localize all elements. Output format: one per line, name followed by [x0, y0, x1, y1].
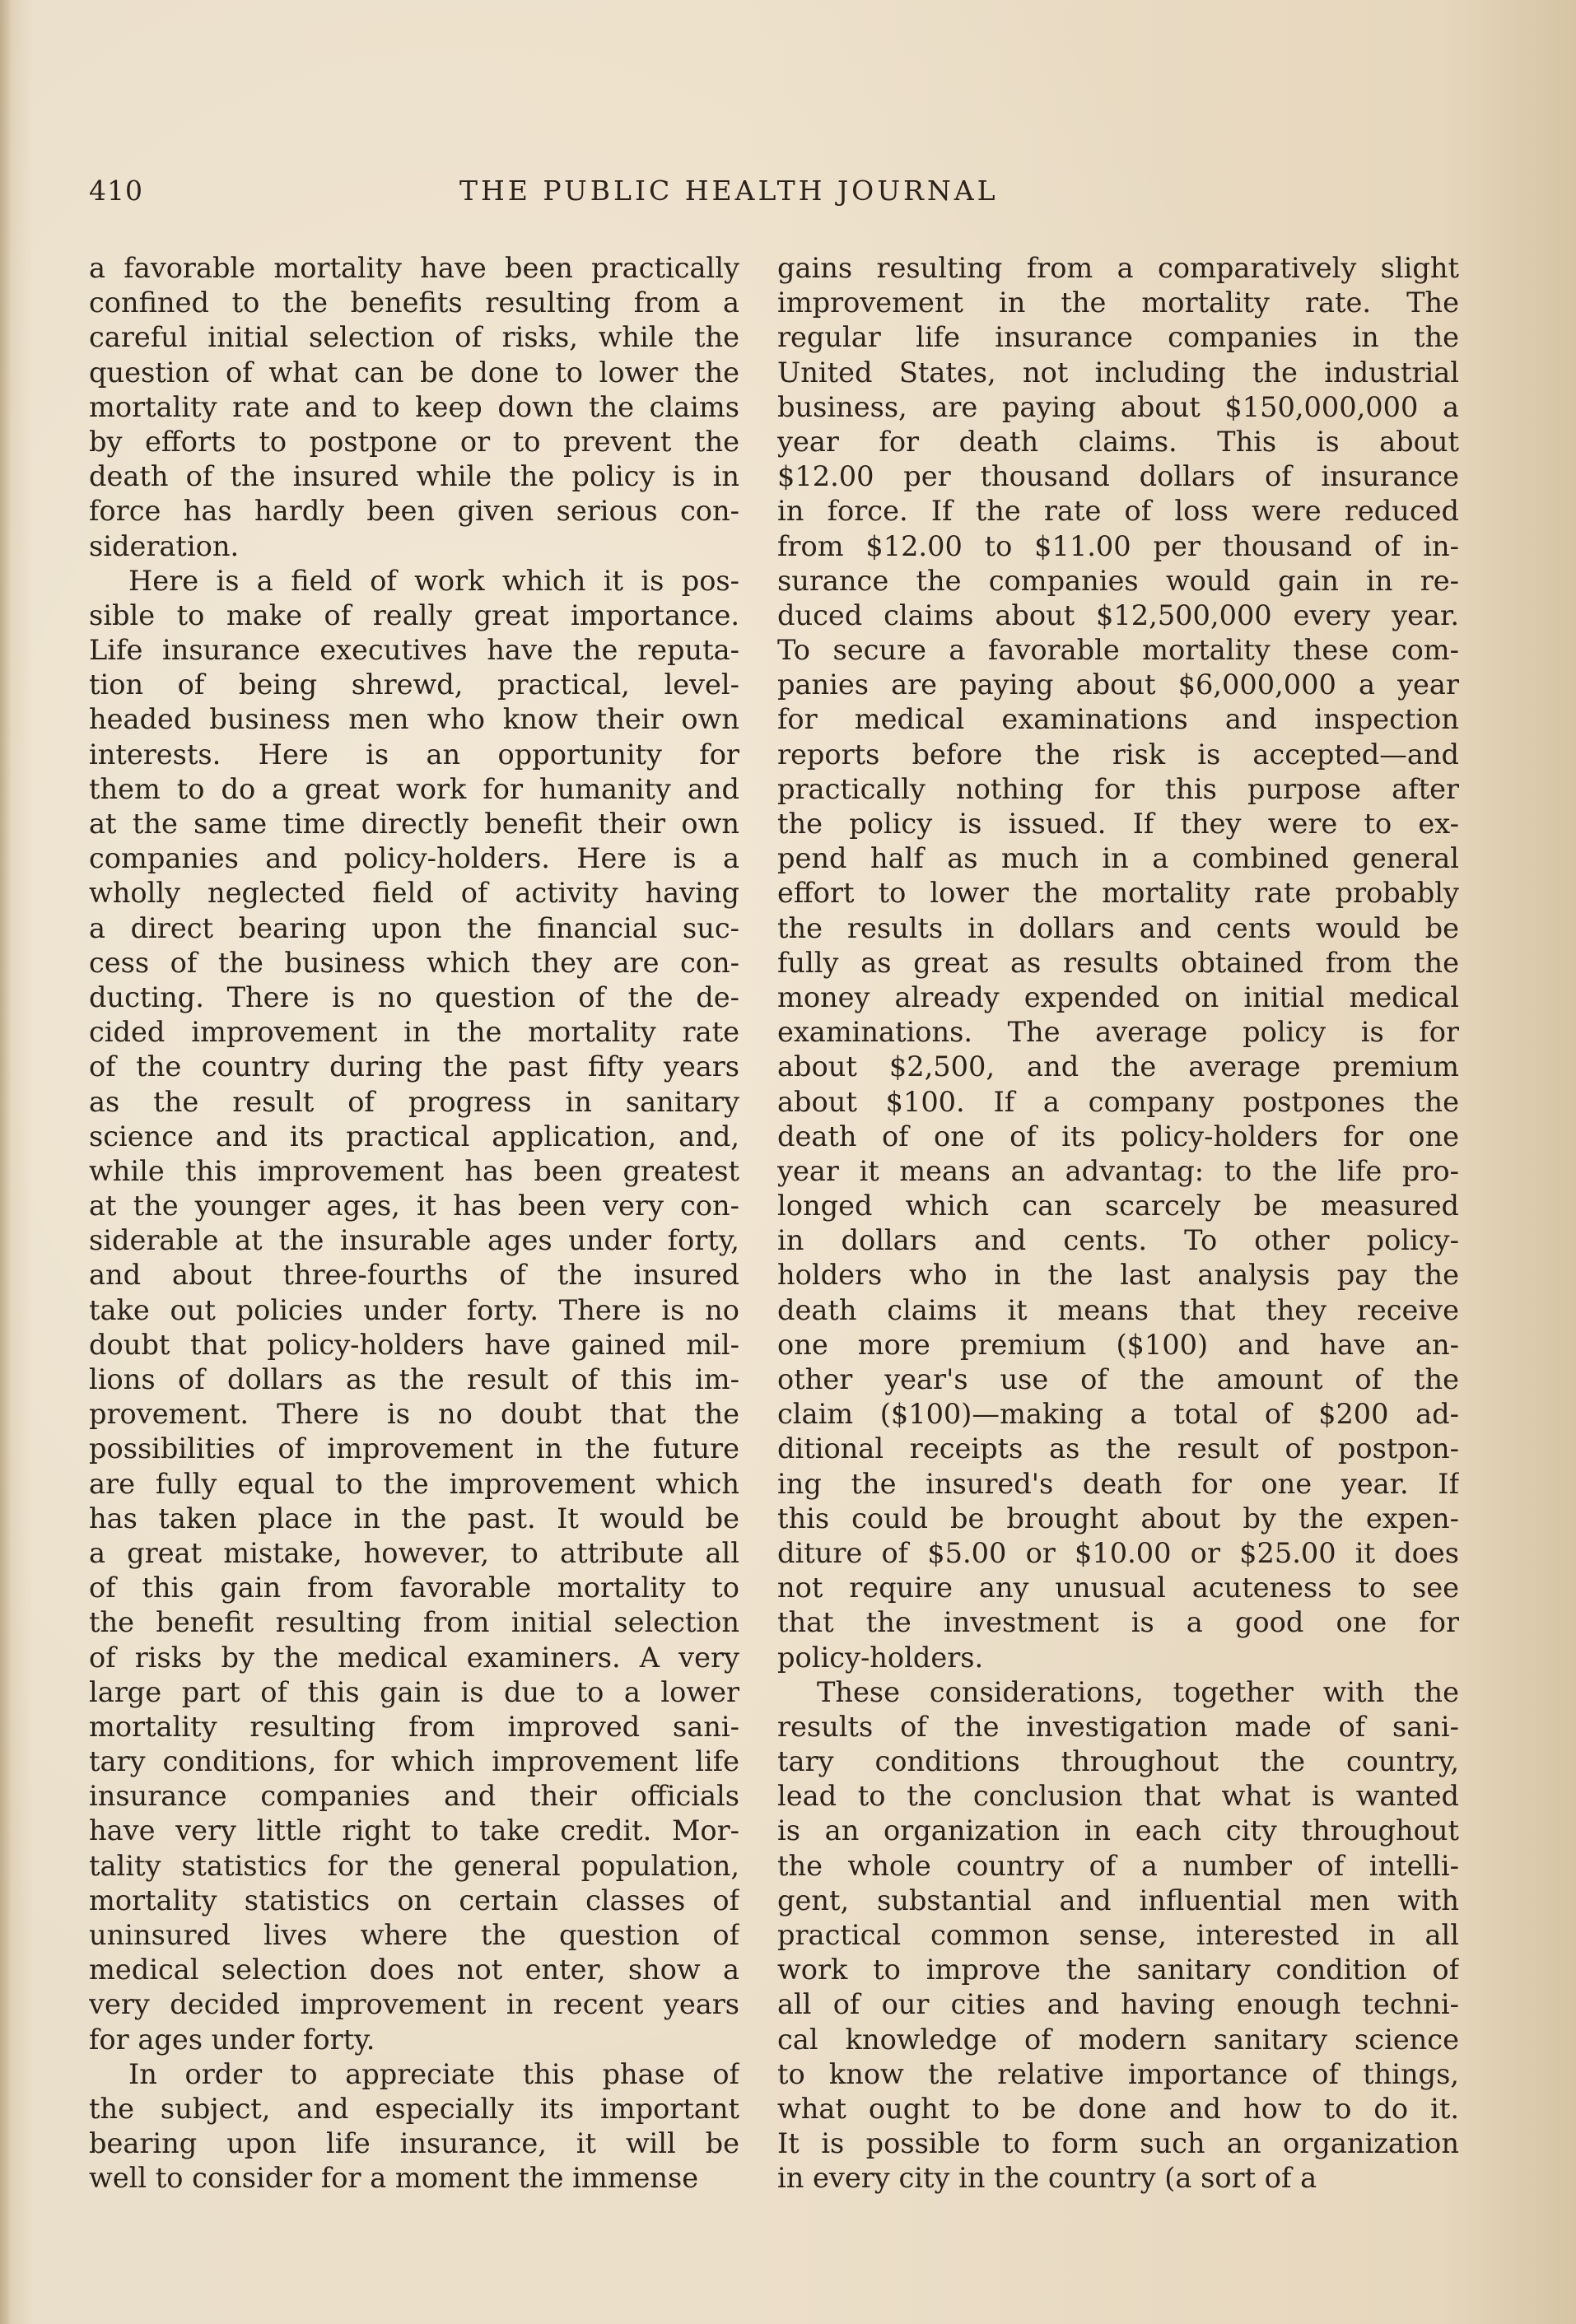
right-column-line: examinations. The average policy is for [777, 1016, 1459, 1049]
left-column-line: science and its practical application, and, [89, 1120, 739, 1153]
left-column-line: wholly neglected field of activity having [89, 877, 739, 910]
left-column-line: of this gain from favorable mortality to [89, 1572, 739, 1604]
right-column-line: that the investment is a good one for [777, 1606, 1459, 1639]
right-column-line: business, are paying about $150,000,000 a [777, 390, 1459, 423]
left-column-line: a favorable mortality have been practically [89, 252, 739, 284]
right-column-line: cal knowledge of modern sanitary science [777, 2023, 1459, 2056]
right-column-line: practically nothing for this purpose after [777, 772, 1459, 805]
right-column-line: ditional receipts as the result of postpon- [777, 1432, 1459, 1465]
right-column-line: gains resulting from a comparatively slight [777, 252, 1459, 284]
left-column-line: a great mistake, however, to attribute all [89, 1536, 739, 1569]
left-column-line: headed business men who know their own [89, 703, 739, 736]
right-column-line: in every city in the country (a sort of a [777, 2162, 1317, 2195]
left-column-line: for ages under forty. [89, 2023, 375, 2056]
left-column-line: mortality rate and to keep down the claims [89, 390, 739, 423]
right-column-line: regular life insurance companies in the [777, 321, 1459, 354]
left-column-line: are fully equal to the improvement which [89, 1467, 739, 1500]
left-column-line: question of what can be done to lower the [89, 356, 739, 389]
left-column-line: cess of the business which they are con- [89, 946, 739, 979]
left-column-line: lions of dollars as the result of this im- [89, 1363, 739, 1395]
right-column-line: in dollars and cents. To other policy- [777, 1224, 1459, 1257]
right-column-line: about $100. If a company postpones the [777, 1085, 1459, 1118]
right-column-line: in force. If the rate of loss were reduced [777, 495, 1459, 528]
left-column-line: and about three-fourths of the insured [89, 1259, 739, 1292]
right-column-line: tary conditions throughout the country, [777, 1745, 1459, 1778]
right-column-line: to know the relative importance of things, [777, 2057, 1459, 2090]
right-column-line: United States, not including the industrial [777, 356, 1459, 389]
right-column-line: improvement in the mortality rate. The [777, 286, 1459, 319]
right-column-line: $12.00 per thousand dollars of insurance [777, 460, 1459, 493]
right-column-line: pend half as much in a combined general [777, 842, 1459, 875]
right-column-line: policy-holders. [777, 1641, 984, 1674]
left-column-line: sideration. [89, 529, 240, 562]
left-column-line: cided improvement in the mortality rate [89, 1016, 739, 1049]
left-column-line: the benefit resulting from initial selection [89, 1606, 739, 1639]
left-column-line: mortality resulting from improved sani- [89, 1710, 739, 1743]
left-column-line: them to do a great work for humanity and [89, 772, 739, 805]
left-column-line: has taken place in the past. It would be [89, 1502, 739, 1535]
right-column-line: work to improve the sanitary condition of [777, 1954, 1459, 1986]
left-column-line: provement. There is no doubt that the [89, 1398, 739, 1431]
right-column-line: results of the investigation made of sani- [777, 1710, 1459, 1743]
right-column-line: year it means an advantag: to the life pro- [777, 1154, 1459, 1187]
left-column-line: force has hardly been given serious con- [89, 495, 739, 528]
left-column-line: ducting. There is no question of the de- [89, 980, 739, 1013]
left-column-line: doubt that policy-holders have gained mil- [89, 1328, 739, 1361]
right-column-line: the policy is issued. If they were to ex- [777, 808, 1459, 840]
left-column-line: as the result of progress in sanitary [89, 1085, 739, 1118]
right-column-line: surance the companies would gain in re- [777, 564, 1459, 597]
right-column-line: diture of $5.00 or $10.00 or $25.00 it does [777, 1536, 1459, 1569]
left-column-line: tion of being shrewd, practical, level- [89, 668, 739, 701]
left-column-line: of the country during the past fifty years [89, 1050, 739, 1083]
left-column-line: large part of this gain is due to a lower [89, 1675, 739, 1708]
right-column-line: this could be brought about by the expen- [777, 1502, 1459, 1535]
right-column-line: gent, substantial and influential men with [777, 1884, 1459, 1916]
left-column-line: bearing upon life insurance, it will be [89, 2127, 739, 2160]
page-number: 410 [89, 175, 143, 207]
right-column-line: reports before the risk is accepted—and [777, 738, 1459, 771]
right-column-line: fully as great as results obtained from the [777, 946, 1459, 979]
left-column-line: companies and policy-holders. Here is a [89, 842, 739, 875]
right-column-line: one more premium ($100) and have an- [777, 1328, 1459, 1361]
left-column-line: medical selection does not enter, show a [89, 1954, 739, 1986]
right-column-line: To secure a favorable mortality these com- [777, 634, 1459, 667]
left-column-line: uninsured lives where the question of [89, 1919, 739, 1951]
left-column-line: sible to make of really great importance. [89, 598, 739, 631]
right-column-line: death of one of its policy-holders for one [777, 1120, 1459, 1153]
running-title: THE PUBLIC HEALTH JOURNAL [459, 175, 999, 207]
right-column-line: for medical examinations and inspection [777, 703, 1459, 736]
left-column-line: death of the insured while the policy is in [89, 460, 739, 493]
left-column-line: mortality statistics on certain classes of [89, 1884, 739, 1916]
left-column-line: while this improvement has been greatest [89, 1154, 739, 1187]
right-column-line: holders who in the last analysis pay the [777, 1259, 1459, 1292]
left-column-line: tality statistics for the general population, [89, 1849, 739, 1882]
right-column-line: about $2,500, and the average premium [777, 1050, 1459, 1083]
right-column-line: effort to lower the mortality rate probably [777, 877, 1459, 910]
right-column-line: year for death claims. This is about [777, 425, 1459, 458]
right-column-line: from $12.00 to $11.00 per thousand of in- [777, 529, 1459, 562]
right-column-line: death claims it means that they receive [777, 1293, 1459, 1326]
left-column-line: insurance companies and their officials [89, 1780, 739, 1813]
right-column-line: claim ($100)—making a total of $200 ad- [777, 1398, 1459, 1431]
right-column-line: practical common sense, interested in all [777, 1919, 1459, 1951]
right-column-line: not require any unusual acuteness to see [777, 1572, 1459, 1604]
right-column-line: duced claims about $12,500,000 every year. [777, 598, 1459, 631]
right-column-line: what ought to be done and how to do it. [777, 2092, 1459, 2125]
right-column-line: the whole country of a number of intelli- [777, 1849, 1459, 1882]
right-column-line: is an organization in each city throughout [777, 1814, 1459, 1847]
left-column-line: at the younger ages, it has been very con- [89, 1190, 739, 1223]
left-column-line: Life insurance executives have the reputa- [89, 634, 739, 667]
page-spine-shadow [0, 0, 12, 2324]
right-column-line: longed which can scarcely be measured [777, 1190, 1459, 1223]
left-column-line: interests. Here is an opportunity for [89, 738, 739, 771]
right-column-line: money already expended on initial medical [777, 980, 1459, 1013]
left-column-line: possibilities of improvement in the future [89, 1432, 739, 1465]
right-column-line: the results in dollars and cents would be [777, 911, 1459, 944]
left-column-line: careful initial selection of risks, while the [89, 321, 739, 354]
right-column [777, 251, 1459, 2196]
right-column-line: lead to the conclusion that what is wanted [777, 1780, 1459, 1813]
right-column-line: other year's use of the amount of the [777, 1363, 1459, 1395]
left-column [89, 251, 739, 2196]
right-column-line: panies are paying about $6,000,000 a year [777, 668, 1459, 701]
left-column-line: tary conditions, for which improvement life [89, 1745, 739, 1778]
left-column-line: In order to appreciate this phase of [128, 2057, 739, 2090]
right-column-line: These considerations, together with the [817, 1675, 1459, 1708]
page-header [89, 175, 1489, 211]
left-column-line: very decided improvement in recent years [89, 1988, 739, 2021]
left-column-line: confined to the benefits resulting from a [89, 286, 739, 319]
left-column-line: by efforts to postpone or to prevent the [89, 425, 739, 458]
right-column-line: ing the insured's death for one year. If [777, 1467, 1459, 1500]
right-column-line: It is possible to form such an organization [777, 2127, 1459, 2160]
left-column-line: have very little right to take credit. Mor- [89, 1814, 739, 1847]
left-column-line: a direct bearing upon the financial suc- [89, 911, 739, 944]
left-column-line: siderable at the insurable ages under forty, [89, 1224, 739, 1257]
left-column-line: Here is a field of work which it is pos- [128, 564, 739, 597]
left-column-line: well to consider for a moment the immense [89, 2162, 699, 2195]
left-column-line: take out policies under forty. There is no [89, 1293, 739, 1326]
left-column-line: at the same time directly benefit their own [89, 808, 739, 840]
left-column-line: the subject, and especially its important [89, 2092, 739, 2125]
left-column-line: of risks by the medical examiners. A very [89, 1641, 739, 1674]
right-column-line: all of our cities and having enough techni- [777, 1988, 1459, 2021]
